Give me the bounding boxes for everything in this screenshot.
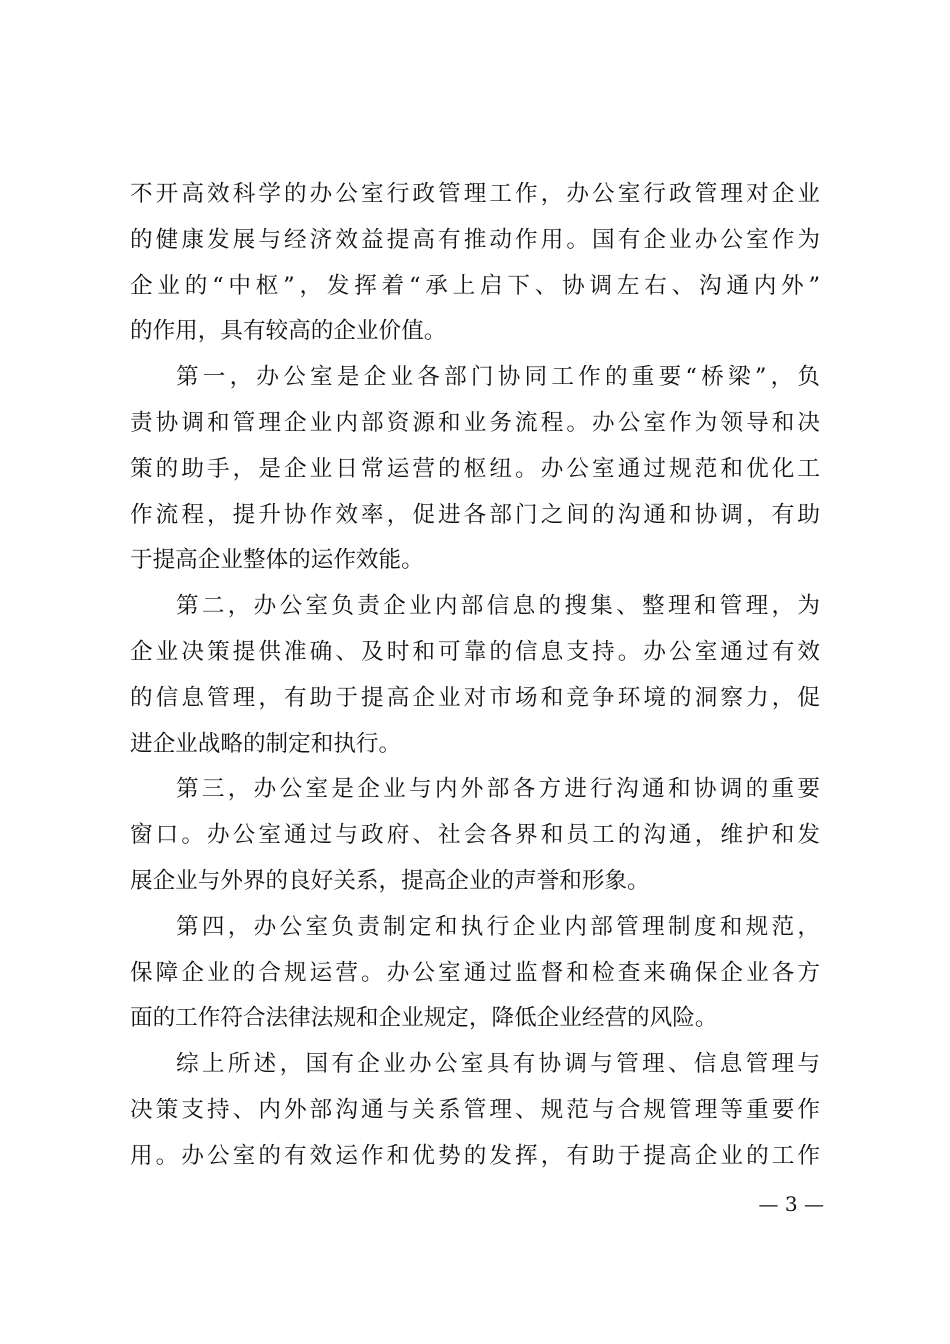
text-line: 的健康发展与经济效益提高有推动作用。国有企业办公室作为: [130, 226, 820, 253]
text-line: 进企业战略的制定和执行。: [130, 730, 402, 757]
paragraph-first-line: 综上所述，国有企业办公室具有协调与管理、信息管理与: [176, 1051, 820, 1078]
text-line: 企业决策提供准确、及时和可靠的信息支持。办公室通过有效: [130, 638, 820, 665]
text-line: 展企业与外界的良好关系，提高企业的声誉和形象。: [130, 867, 650, 894]
text-line: 责协调和管理企业内部资源和业务流程。办公室作为领导和决: [130, 409, 820, 436]
paragraph-first-line: 第二，办公室负责企业内部信息的搜集、整理和管理，为: [176, 593, 820, 620]
text-line: 面的工作符合法律法规和企业规定，降低企业经营的风险。: [130, 1005, 718, 1032]
paragraph-first-line: 第四，办公室负责制定和执行企业内部管理制度和规范，: [176, 913, 820, 940]
page-number: — 3 —: [758, 1192, 824, 1216]
paragraph-first-line: 第三，办公室是企业与内外部各方进行沟通和协调的重要: [176, 776, 820, 803]
text-line: 窗口。办公室通过与政府、社会各界和员工的沟通，维护和发: [130, 822, 820, 849]
text-line: 策的助手，是企业日常运营的枢纽。办公室通过规范和优化工: [130, 455, 820, 482]
paragraph-first-line: 第一，办公室是企业各部门协同工作的重要“桥梁”，负: [176, 364, 820, 391]
text-line: 保障企业的合规运营。办公室通过监督和检查来确保企业各方: [130, 959, 820, 986]
text-line: 作流程，提升协作效率，促进各部门之间的沟通和协调，有助: [130, 501, 820, 528]
text-line: 于提高企业整体的运作效能。: [130, 547, 424, 574]
text-line: 不开高效科学的办公室行政管理工作，办公室行政管理对企业: [130, 181, 820, 207]
text-line: 的作用，具有较高的企业价值。: [130, 318, 447, 345]
text-line: 企业的“中枢”，发挥着“承上启下、协调左右、沟通内外”: [130, 272, 820, 299]
text-line: 用。办公室的有效运作和优势的发挥，有助于提高企业的工作: [130, 1142, 820, 1169]
body-text: [130, 172, 820, 1180]
text-line: 决策支持、内外部沟通与关系管理、规范与合规管理等重要作: [130, 1096, 820, 1123]
text-line: 的信息管理，有助于提高企业对市场和竞争环境的洞察力，促: [130, 684, 820, 711]
